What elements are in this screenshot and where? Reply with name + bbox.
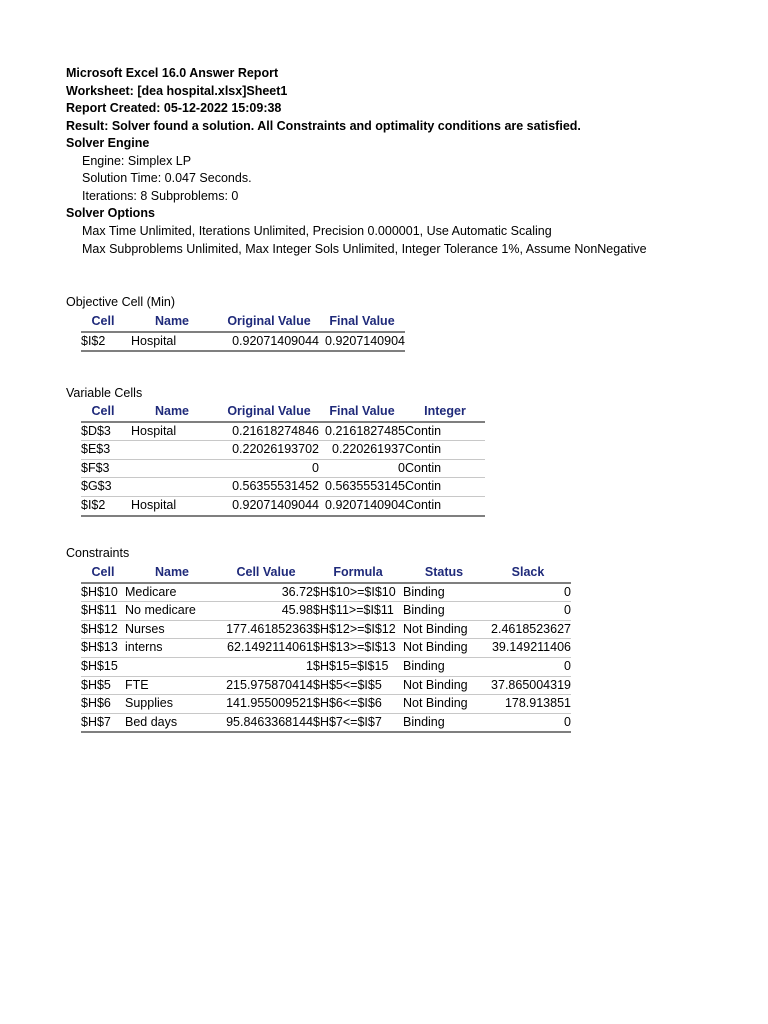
cell-ref: $H$12 [81,620,125,639]
final-value: 0 [319,459,405,478]
slack: 0 [485,583,571,602]
cell-name: No medicare [125,602,219,621]
col-header: Cell [81,403,125,422]
variables-title: Variable Cells [66,386,143,400]
formula: $H$12>=$I$12 [313,620,403,639]
cell-name: Nurses [125,620,219,639]
table-row [81,639,571,658]
cell-ref: $F$3 [81,459,125,478]
final-value: 0.2161827485 [319,422,405,441]
table-row [81,478,485,497]
table-row [81,332,405,352]
objective-title: Objective Cell (Min) [66,295,176,309]
final-value: 0.220261937 [319,441,405,460]
created-line: Report Created: 05-12-2022 15:09:38 [66,101,282,115]
original-value: 0 [219,459,319,478]
formula: $H$13>=$I$13 [313,639,403,658]
cell-ref: $G$3 [81,478,125,497]
status: Not Binding [403,695,485,714]
formula: $H$7<=$I$7 [313,713,403,732]
options-heading: Solver Options [66,206,155,220]
cell-name: Medicare [125,583,219,602]
original-value: 0.21618274846 [219,422,319,441]
cell-ref: $H$10 [81,583,125,602]
cell-ref: $H$5 [81,676,125,695]
cell-name: Supplies [125,695,219,714]
result-line: Result: Solver found a solution. All Constraints and optimality conditions are satisfied. [66,119,581,133]
constraints-title: Constraints [66,546,130,560]
table-row [81,620,571,639]
original-value: 0.92071409044 [219,496,319,515]
cell-name: interns [125,639,219,658]
col-header: Final Value [319,313,405,332]
slack: 39.149211406 [485,639,571,658]
cell-name: Hospital [125,422,219,441]
slack: 2.4618523627 [485,620,571,639]
integer-type: Contin [405,441,485,460]
col-header: Slack [485,564,571,583]
original-value: 0.22026193702 [219,441,319,460]
engine-line: Engine: Simplex LP [82,154,192,168]
cell-name: Hospital [125,332,219,352]
formula: $H$6<=$I$6 [313,695,403,714]
integer-type: Contin [405,459,485,478]
table-row [81,657,571,676]
col-header: Cell [81,313,125,332]
col-header: Original Value [219,313,319,332]
integer-type: Contin [405,478,485,497]
options-line: Max Time Unlimited, Iterations Unlimited, Precision 0.000001, Use Automatic Scaling [82,224,552,238]
cell-ref: $I$2 [81,332,125,352]
table-row [81,602,571,621]
table-row [81,676,571,695]
table-row [81,422,485,441]
formula: $H$15=$I$15 [313,657,403,676]
cell-name: Hospital [125,496,219,515]
cell-name [125,459,219,478]
table-row [81,583,571,602]
cell-value: 45.98 [219,602,313,621]
cell-name: FTE [125,676,219,695]
cell-ref: $I$2 [81,496,125,515]
col-header: Cell [81,564,125,583]
final-value: 0.5635553145 [319,478,405,497]
status: Binding [403,657,485,676]
table-row [81,713,571,732]
constraints-table [81,564,571,733]
col-header: Name [125,313,219,332]
final-value: 0.9207140904 [319,496,405,515]
table-row [81,695,571,714]
cell-name [125,441,219,460]
col-header: Name [125,564,219,583]
original-value: 0.56355531452 [219,478,319,497]
cell-value: 95.8463368144 [219,713,313,732]
formula: $H$11>=$I$11 [313,602,403,621]
cell-value: 1 [219,657,313,676]
status: Binding [403,583,485,602]
objective-table [81,313,405,352]
cell-value: 215.975870414 [219,676,313,695]
slack: 0 [485,657,571,676]
status: Binding [403,713,485,732]
cell-value: 62.1492114061 [219,639,313,658]
cell-ref: $H$7 [81,713,125,732]
slack: 0 [485,713,571,732]
slack: 37.865004319 [485,676,571,695]
cell-value: 141.955009521 [219,695,313,714]
col-header: Original Value [219,403,319,422]
table-row [81,459,485,478]
integer-type: Contin [405,496,485,515]
cell-value: 36.72 [219,583,313,602]
cell-value: 177.461852363 [219,620,313,639]
final-value: 0.9207140904 [319,332,405,352]
col-header: Name [125,403,219,422]
options-line: Max Subproblems Unlimited, Max Integer Sols Unlimited, Integer Tolerance 1%, Assume NonNegative [82,242,647,256]
report-title: Microsoft Excel 16.0 Answer Report [66,66,279,80]
col-header: Final Value [319,403,405,422]
table-row [81,496,485,515]
slack: 0 [485,602,571,621]
cell-ref: $E$3 [81,441,125,460]
status: Binding [403,602,485,621]
cell-name: Bed days [125,713,219,732]
col-header: Integer [405,403,485,422]
cell-ref: $D$3 [81,422,125,441]
cell-name [125,657,219,676]
engine-line: Solution Time: 0.047 Seconds. [82,171,252,185]
col-header: Cell Value [219,564,313,583]
col-header: Formula [313,564,403,583]
integer-type: Contin [405,422,485,441]
engine-line: Iterations: 8 Subproblems: 0 [82,189,239,203]
cell-ref: $H$11 [81,602,125,621]
slack: 178.913851 [485,695,571,714]
formula: $H$10>=$I$10 [313,583,403,602]
cell-ref: $H$6 [81,695,125,714]
formula: $H$5<=$I$5 [313,676,403,695]
status: Not Binding [403,639,485,658]
status: Not Binding [403,620,485,639]
variables-table [81,403,485,517]
cell-ref: $H$13 [81,639,125,658]
status: Not Binding [403,676,485,695]
engine-heading: Solver Engine [66,136,150,150]
col-header: Status [403,564,485,583]
cell-ref: $H$15 [81,657,125,676]
worksheet-line: Worksheet: [dea hospital.xlsx]Sheet1 [66,84,288,98]
original-value: 0.92071409044 [219,332,319,352]
table-row [81,441,485,460]
cell-name [125,478,219,497]
